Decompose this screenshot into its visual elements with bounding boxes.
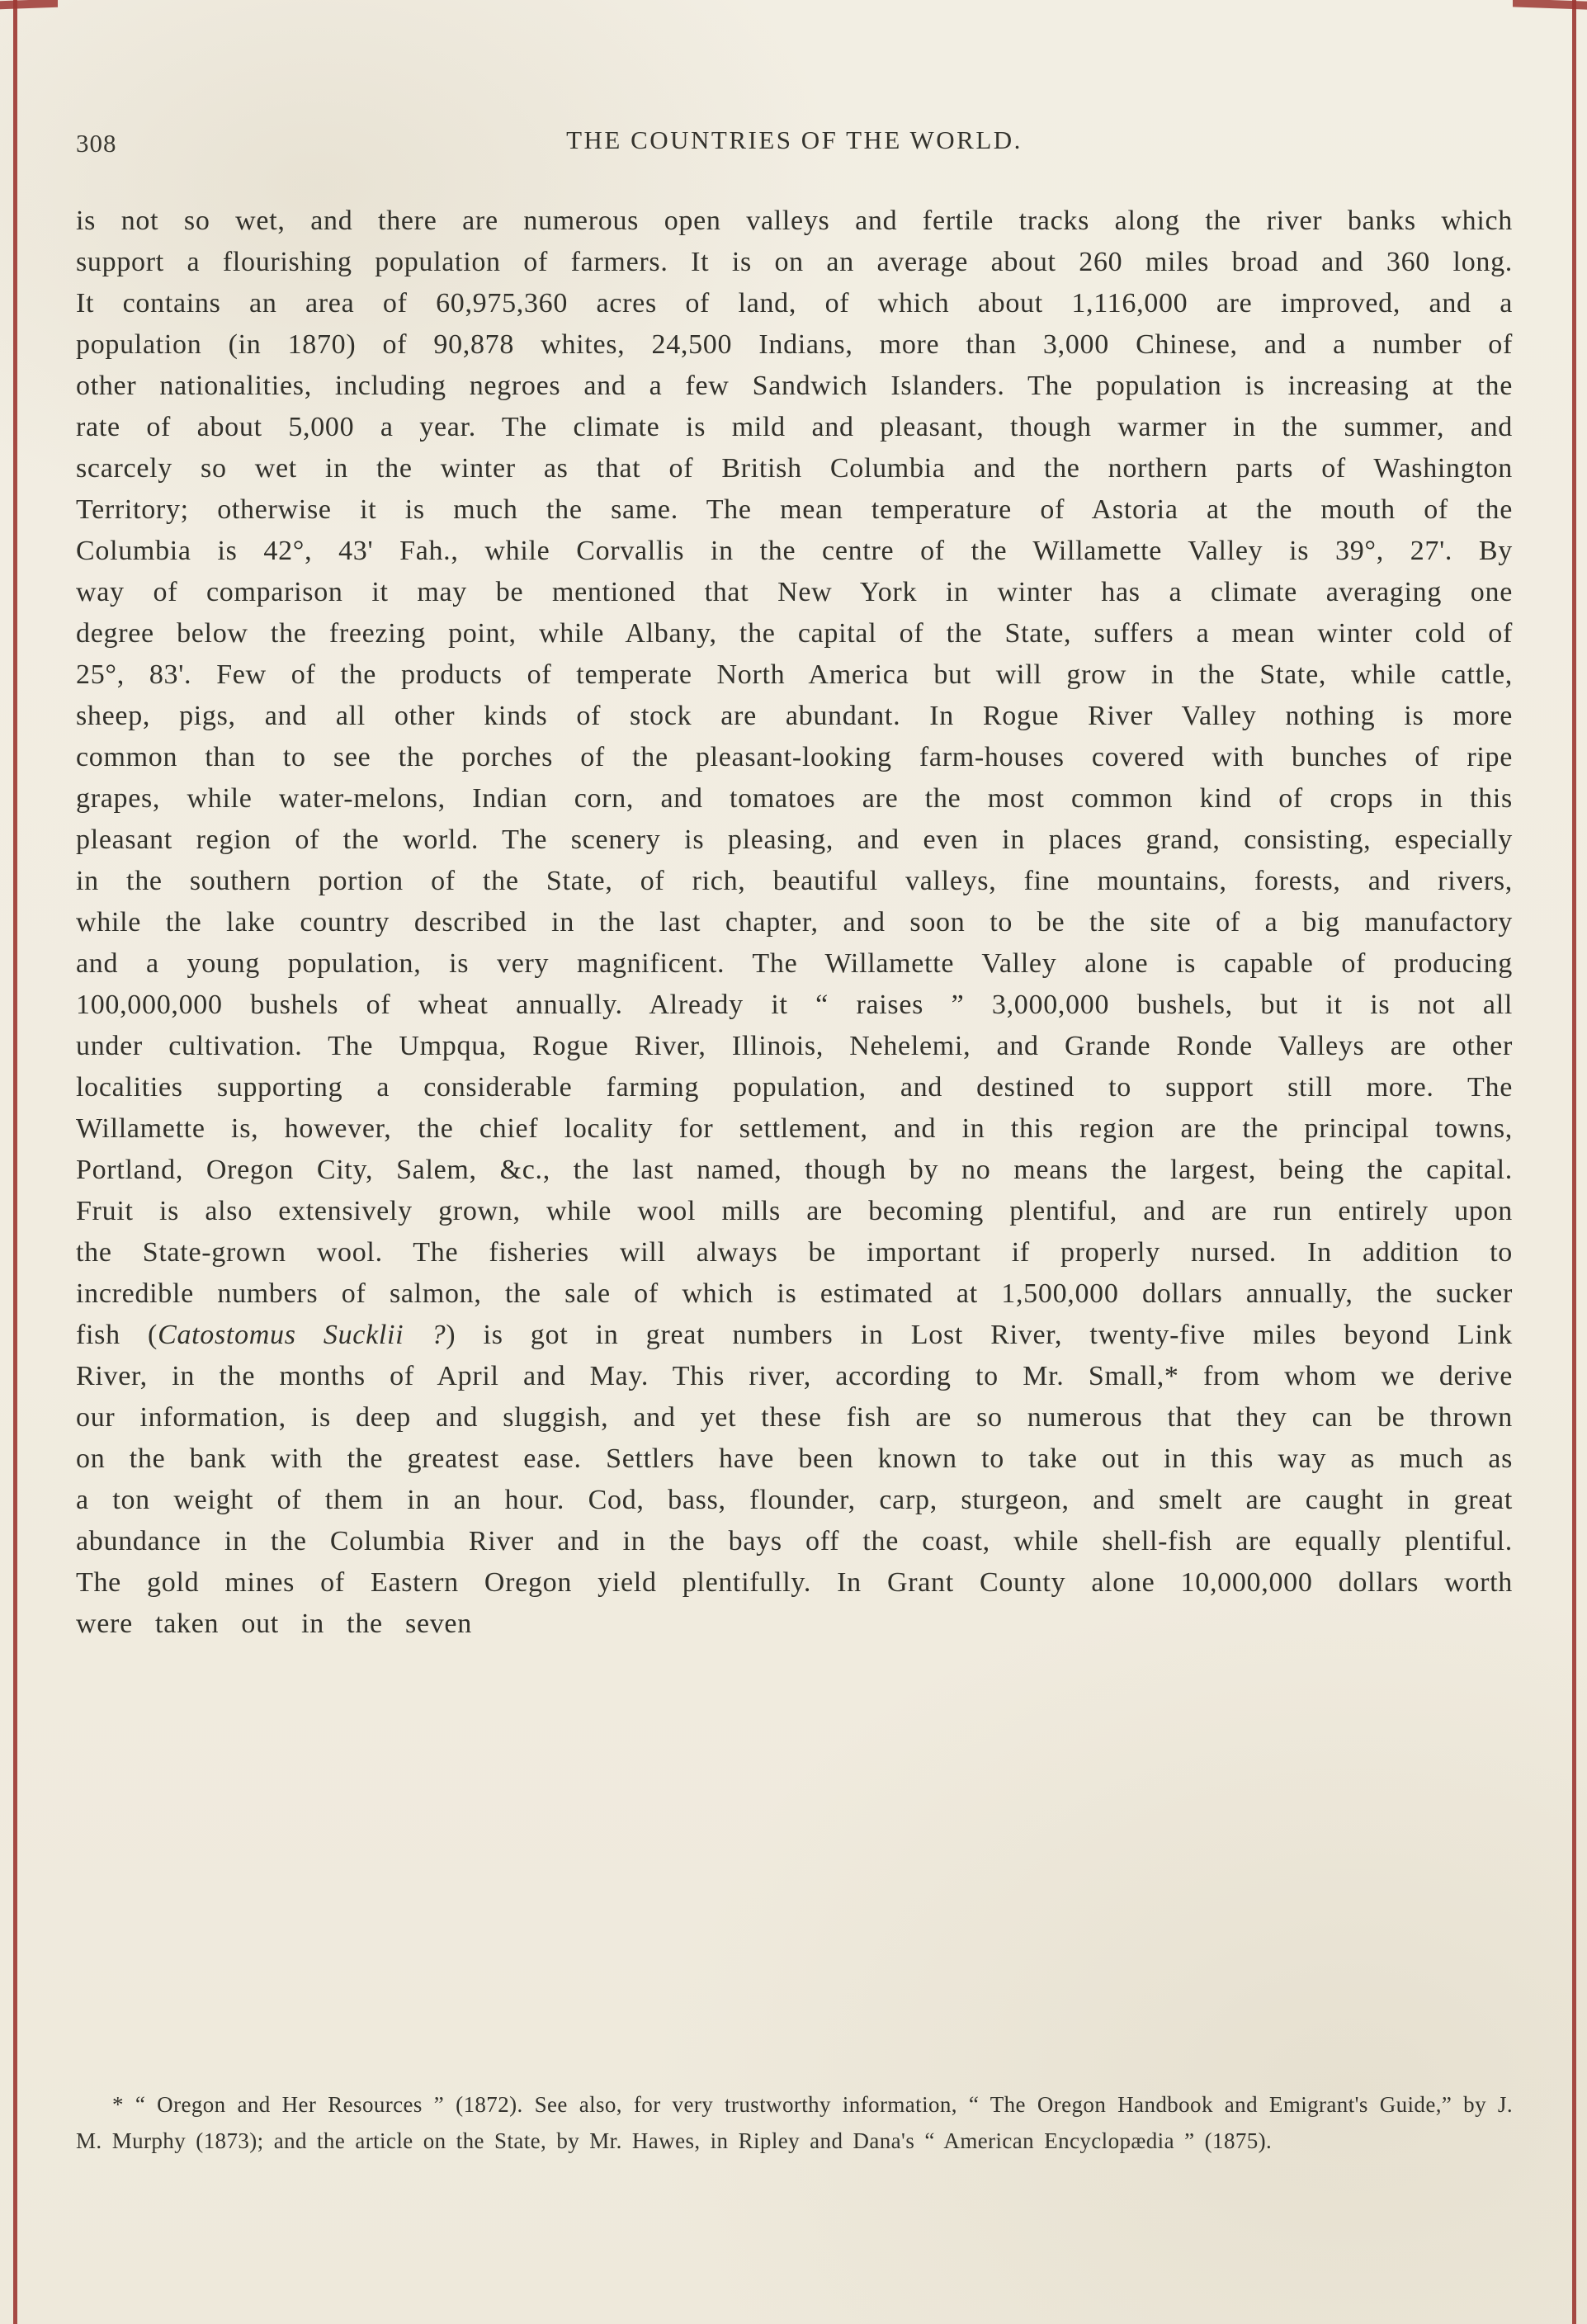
body-text-block [76,201,1513,1645]
footnote-text: * “ Oregon and Her Resources ” (1872). See also, for very trustworthy information, “ The Oregon Handbook and Emigrant's Guide,” by J. M. Murphy (1873); and the article on the State, by Mr. Hawes, in Ripley and Dana's “ American Encyclopædia ” (1875). [76,2092,1513,2153]
page-header [76,125,1513,162]
footnote-block [76,2086,1513,2159]
page-number: 308 [76,129,117,158]
running-header-title: THE COUNTRIES OF THE WORLD. [566,125,1023,154]
body-paragraph [76,201,1513,1645]
body-text-italic-segment: Catostomus Sucklii ? [158,1320,446,1350]
right-edge-line [1572,0,1576,2324]
top-right-corner-mark [1513,0,1587,10]
left-edge-line [13,0,17,2324]
body-text-segment: ) is got in great numbers in Lost River, twenty-five miles beyond Link River, in the months of April and May. This river, according to Mr. Small,* from whom we derive our information, is deep and sluggish, and yet these fish are so numerous that they can be thrown on the bank with the greatest ease. Settlers have been known to take out in this way as much as a ton weight of them in an hour. Cod, bass, flounder, carp, sturgeon, and smelt are caught in great abundance in the Columbia River and in the bays off the coast, while shell-fish are equally plentiful. The gold mines of Eastern Oregon yield plentifully. In Grant County alone 10,000,000 dollars worth were taken out in the seven [76,1320,1514,1639]
top-left-corner-mark [0,0,58,9]
body-text-segment: is not so wet, and there are numerous open valleys and fertile tracks along the river banks which support a flourishing population of farmers. It is on an average about 260 miles broad and 360 long. It contains an area of 60,975,360 acres of land, of which about 1,116,000 are improved, and a population (in 1870) of 90,878 whites, 24,500 Indians, more than 3,000 Chinese, and a number of other nationalities, including negroes and a few Sandwich Islanders. The population is increasing at the rate of about 5,000 a year. The climate is mild and pleasant, though warmer in the summer, and scarcely so wet in the winter as that of British Columbia and the northern parts of Washington Territory; otherwise it is much the same. The mean temperature of Astoria at the mouth of the Columbia is 42°, 43' Fah., while Corvallis in the centre of the Willamette Valley is 39°, 27'. By way of comparison it may be mentioned that New York in winter has a climate averaging one degree below the freezing point, while Albany, the capital of the State, suffers a mean winter cold of 25°, 83'. Few of the products of temperate North America but will grow in the State, while cattle, sheep, pigs, and all other kinds of stock are abundant. In Rogue River Valley nothing is more common than to see the porches of the pleasant-looking farm-houses covered with bunches of ripe grapes, while water-melons, Indian corn, and tomatoes are the most common kind of crops in this pleasant region of the world. The scenery is pleasing, and even in places grand, consisting, especially in the southern portion of the State, of rich, beautiful valleys, fine mountains, forests, and rivers, while the lake country described in the last chapter, and soon to be the site of a big manufactory and a young population, is very magnificent. The Willamette Valley alone is capable of producing 100,000,000 bushels of wheat annually. Already it “ raises ” 3,000,000 bushels, but it is not all under cultivation. The Umpqua, Rogue River, Illinois, Nehelemi, and Grande Ronde Valleys are other localities supporting a considerable farming population, and destined to support still more. The Willamette is, however, the chief locality for settlement, and in this region are the principal towns, Portland, Oregon City, Salem, &c., the last named, though by no means the largest, being the capital. Fruit is also extensively grown, while wool mills are becoming plentiful, and are run entirely upon the State-grown wool. The fisheries will always be important if properly nursed. In addition to incredible numbers of salmon, the sale of which is estimated at 1,500,000 dollars annually, the sucker fish ( [76,205,1513,1350]
